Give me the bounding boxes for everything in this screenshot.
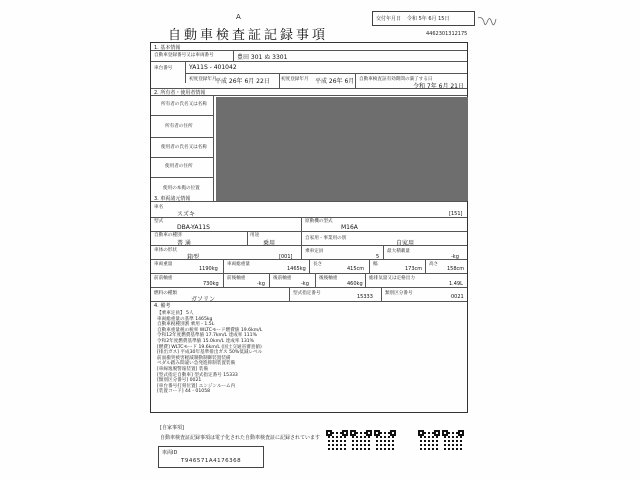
owner-address-label: 所有者の住所 — [165, 124, 193, 129]
notes-line: [型式指定自動車] 型式指定番号 15333 — [157, 372, 238, 378]
height-label: 高さ — [429, 262, 439, 267]
notes-line: [車台番号打刻位置] エンジンルーム内 — [157, 383, 236, 389]
expiry-value: 令和 7年 6月 21日 — [413, 83, 464, 90]
notes-frame — [150, 300, 468, 413]
mid-reg-label: 初度登録年月 — [281, 77, 309, 82]
capacity-label: 乗車定員 — [305, 249, 324, 254]
record-table — [150, 42, 468, 395]
owner-name-label: 所有者の氏名又は名称 — [161, 102, 207, 107]
purpose-value: 自家用 — [396, 240, 415, 247]
reg-number-value: 豊田 301 ぬ 3301 — [237, 54, 288, 61]
maker-code: [151] — [449, 211, 463, 217]
notes-line: 令和2年度燃費基準値 15.0km/L 達成率 131% — [157, 338, 255, 344]
notes-line: 前面衝突被害軽減制動制御装置装備 — [157, 355, 231, 361]
reg-number-label: 自動車登録番号又は車両番号 — [154, 53, 214, 58]
notes-line: [装置コード] 44 - 01058 — [157, 389, 211, 395]
model-value: DBA-YA11S — [177, 224, 210, 231]
section-heading-notes: 4. 備考 — [154, 303, 171, 309]
width-label: 幅 — [373, 262, 378, 267]
qr-code-icon — [350, 430, 372, 452]
weight-label: 車両重量 — [154, 262, 173, 267]
model-label: 型式 — [154, 219, 164, 224]
vehicle-id-label: 車両ID — [162, 450, 178, 456]
notes-line: 自動車重量税の税率 WLTCモード燃費値 19.6km/L — [157, 327, 263, 333]
notes-line: ペダル踏み間違い急発進抑制装置装備 — [157, 361, 236, 367]
notes-line: [燃費] WLTCモード 19.6km/L (国土交通省審査値) — [157, 344, 262, 350]
notes-line: 車両総重量の基準 1465kg — [157, 316, 213, 322]
user-address-label: 使用者の住所 — [165, 164, 193, 169]
notes-line: 【乗車定員】 5人 — [157, 311, 194, 316]
front-rear-axle-value: -kg — [257, 281, 265, 287]
use-label: 用途 — [250, 233, 260, 238]
maker-value: スズキ — [177, 211, 196, 218]
notes-line: [排出ガス] 平成30年基準排出ガス 50%低減レベル — [157, 350, 263, 356]
rear-axle-value: 460kg — [347, 281, 363, 287]
notes-line: 令和12年度燃費基準値 17.7km/L 達成率 111% — [157, 333, 257, 339]
user-name-label: 使用者の氏名又は名称 — [161, 145, 207, 150]
type-number-value: 15333 — [357, 294, 373, 300]
base-location-label: 使用の本拠の位置 — [163, 186, 200, 191]
shape-value: 箱型 — [187, 254, 200, 261]
qr-code-icon — [326, 430, 348, 452]
section-heading-basic: 1. 基本情報 — [154, 45, 181, 51]
shape-label: 車体の形状 — [154, 248, 177, 253]
gross-weight-label: 車両総重量 — [227, 262, 250, 267]
displacement-label: 総排気量又は定格出力 — [369, 276, 415, 281]
qr-code-icon — [418, 430, 440, 452]
rear-front-axle-label: 後前軸重 — [273, 276, 292, 281]
type-number-label: 型式指定番号 — [293, 291, 321, 296]
expiry-label: 自動車検査証有効期間の満了する日 — [359, 77, 433, 82]
record-note: 自動車検査証記録事項は電子化された自動車検査証に記録されています — [160, 435, 321, 441]
notes-line: [車線逸脱警報装置] 装備 — [157, 366, 208, 372]
front-axle-value: 730kg — [203, 281, 219, 287]
redaction-block — [216, 97, 468, 201]
notes-line: [類別区分番号] 0021 — [157, 378, 202, 384]
document-title: 自動車検査証記録事項 — [168, 28, 329, 43]
vin-label: 車台番号 — [154, 66, 173, 71]
engine-value: M16A — [341, 224, 358, 231]
engine-label: 原動機の型式 — [305, 219, 333, 224]
rear-axle-label: 後後軸重 — [319, 276, 338, 281]
capacity-value: 5 — [376, 254, 380, 260]
max-load-value: -kg — [451, 254, 459, 260]
section-heading-owner: 2. 所有者・使用者情報 — [154, 90, 206, 96]
height-value: 158cm — [447, 266, 465, 272]
width-value: 173cm — [405, 266, 423, 272]
fuel-label: 燃料の種類 — [154, 291, 177, 296]
first-reg-value: 平成 26年 6月 22日 — [215, 78, 270, 85]
record-label: [自家事項] — [160, 425, 184, 431]
notes-line: 自動車税種別割 乗用・1.5L — [157, 322, 215, 328]
weight-value: 1190kg — [199, 266, 218, 272]
front-axle-label: 前前軸重 — [154, 276, 173, 281]
shape-code: [001] — [279, 254, 293, 260]
form-mark: A — [236, 13, 241, 21]
length-label: 長さ — [313, 262, 323, 267]
document-number: 4462301312175 — [426, 31, 468, 37]
gross-weight-value: 1465kg — [287, 266, 306, 272]
vehicle-id-box — [158, 446, 264, 468]
use-value: 乗用 — [263, 240, 276, 247]
front-rear-axle-label: 前後軸重 — [227, 276, 246, 281]
displacement-value: 1.49L — [449, 281, 463, 287]
issue-date-stamp — [372, 11, 475, 26]
first-reg-label: 初度登録年月 — [189, 77, 217, 82]
rear-front-axle-value: -kg — [301, 281, 309, 287]
maker-label: 車名 — [154, 205, 164, 210]
purpose-label: 自家用・事業用の別 — [305, 236, 347, 241]
length-value: 415cm — [347, 266, 365, 272]
mid-reg-value: 平成 26年 6月 — [315, 78, 355, 85]
kind-value: 普 通 — [177, 240, 191, 247]
vin-value: YA11S - 401042 — [189, 64, 237, 71]
issue-date-label: 交付年月日 — [376, 16, 402, 22]
kind-label: 自動車の種別 — [154, 233, 182, 238]
class-number-value: 0021 — [451, 294, 464, 300]
vehicle-id-value: T946571A4176368 — [181, 458, 242, 464]
max-load-label: 最大積載量 — [387, 249, 410, 254]
qr-code-icon — [442, 430, 464, 452]
handwritten-mark-icon — [476, 14, 498, 32]
qr-code-icon — [374, 430, 396, 452]
fuel-value: ガソリン — [191, 296, 216, 303]
section-heading-specs: 3. 車両諸元情報 — [154, 196, 191, 202]
issue-date-value: 令和 5年 6月 15日 — [407, 16, 450, 22]
class-number-label: 類別区分番号 — [385, 291, 413, 296]
